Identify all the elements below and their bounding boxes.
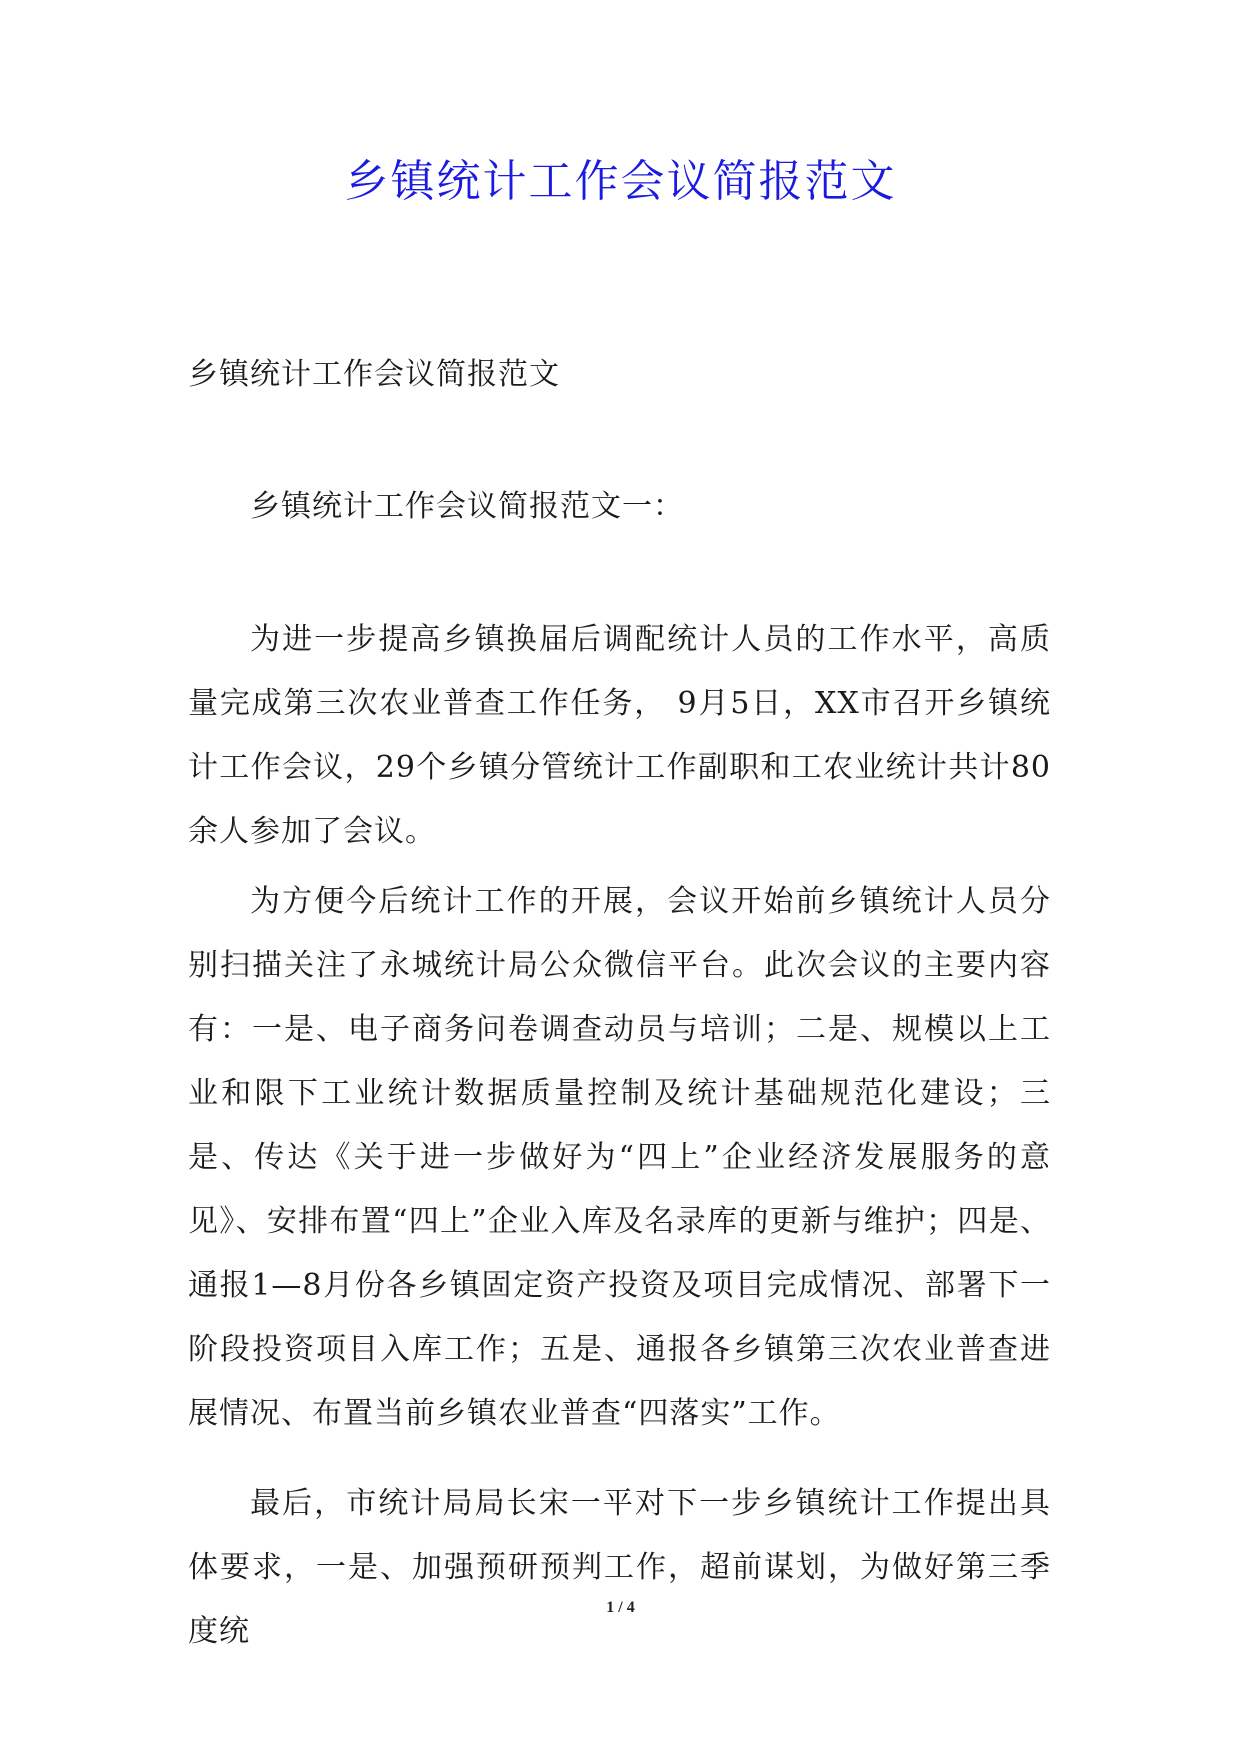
body-paragraph: 为进一步提高乡镇换届后调配统计人员的工作水平，高质量完成第三次农业普查工作任务， 9月5日，XX市召开乡镇统计工作会议，29个乡镇分管统计工作副职和工农业统计共计80余人参加了会议。 <box>188 622 1051 849</box>
document-title: 乡镇统计工作会议简报范文 <box>344 156 897 207</box>
section-heading: 乡镇统计工作会议简报范文一： <box>250 489 684 524</box>
body-paragraph: 最后，市统计局局长宋一平对下一步乡镇统计工作提出具体要求，一是、加强预研预判工作，超前谋划，为做好第三季度统 <box>188 1486 1051 1649</box>
body-paragraph-block <box>188 608 1051 864</box>
body-paragraph-block <box>188 1472 1051 1664</box>
body-paragraph-block <box>188 870 1051 1446</box>
document-subtitle: 乡镇统计工作会议简报范文 <box>188 357 560 392</box>
body-paragraph: 为方便今后统计工作的开展，会议开始前乡镇统计人员分别扫描关注了永城统计局公众微信平台。此次会议的主要内容有：一是、电子商务问卷调查动员与培训；二是、规模以上工业和限下工业统计数据质量控制及统计基础规范化建设；三是、传达《关于进一步做好为“四上”企业经济发展服务的意见》、安排布置“四上”企业入库及名录库的更新与维护；四是、通报1—8月份各乡镇固定资产投资及项目完成情况、部署下一阶段投资项目入库工作；五是、通报各乡镇第三次农业普查进展情况、布置当前乡镇农业普查“四落实”工作。 <box>188 884 1051 1431</box>
page-number: 1 / 4 <box>606 1599 635 1616</box>
